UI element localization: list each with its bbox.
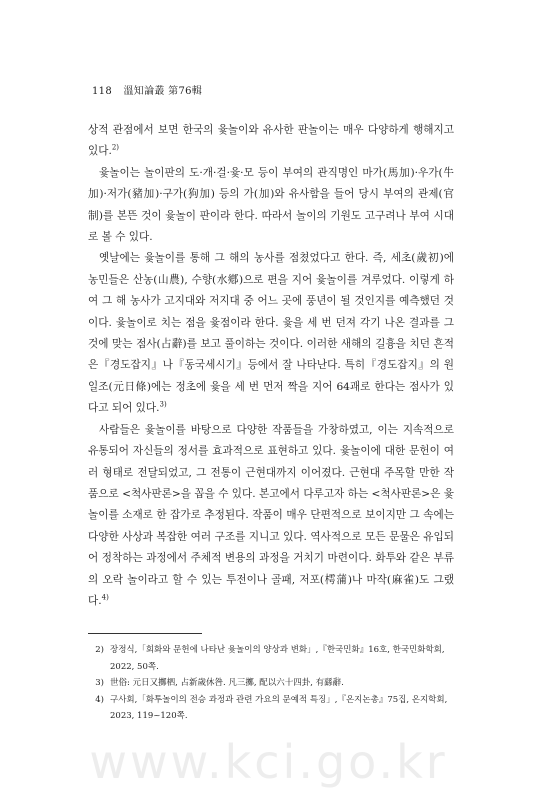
footnote	[88, 642, 454, 675]
paragraph: 윷놀이는 놀이판의 도·개·걸·윷·모 등이 부여의 관직명인 마가(馬加)·우가(牛加)·저가(豬加)·구가(狗加) 등의 가(加)와 유사함을 들어 당시 부여의 관제(官制)를 본뜬 것이 윷놀이 판이라 한다. 따라서 놀이의 기원도 고구려나 부여 시대로 볼 수 있다.	[88, 166, 454, 244]
footnote-ref[interactable]: 2)	[111, 143, 120, 152]
footnote-divider	[88, 633, 202, 634]
paragraph: 상적 관점에서 보면 한국의 윷놀이와 유사한 판놀이는 매우 다양하게 행해지고 있다.$^{2)}$	[88, 124, 454, 158]
footnote-text: 구사회,「화투놀이의 전승 과정과 관련 가요의 문예적 특징」,『온지논총』75집, 온지학회, 2023, 119~120쪽.	[110, 694, 448, 721]
paragraph: 옛날에는 윷놀이를 통해 그 해의 농사를 점쳤었다고 한다. 즉, 세초(歲初)에 농민들은 산농(山農), 수향(水鄕)으로 편을 지어 윷놀이를 겨루었다. 이렇게 하여 그 해 농사가 고지대와 저지대 중 어느 곳에 풍년이 될 것인지를 예측했던 것이다. 윷놀이로 치는 점을 윷점이라 한다. 윷을 세 번 던져 각기 나온 결과를 그것에 맞는 점사(占辭)를 보고 풀이하는 것이다. 이러한 새해의 길흉을 치던 흔적은『경도잡지』나『동국세시기』등에서 잘 나타난다. 특히『경도잡지』의 원일조(元日條)에는 정초에 윷을 세 번 먼저 짝을 지어 64괘로 한다는 점사가 있다고 되어 있다.$^{3)}$	[88, 252, 454, 415]
body-text	[88, 120, 454, 612]
footnote-ref[interactable]: 4)	[101, 593, 109, 602]
footnote-ref[interactable]: 3)	[159, 400, 167, 409]
footnote-text: 장정식,「회화와 문헌에 나타난 윷놀이의 양상과 변화」,『한국민화』16호, 한국민화학회, 2022, 50쪽.	[110, 645, 445, 672]
footnotes	[88, 642, 454, 725]
footnote-number: 2)	[95, 645, 104, 655]
footnote-number: 3)	[95, 678, 104, 688]
page-number: 118	[92, 86, 112, 97]
journal-title: 溫知論叢 第76輯	[123, 86, 203, 97]
watermark: www.kci.go.kr	[89, 735, 448, 789]
paragraph: 사람들은 윷놀이를 바탕으로 다양한 작품들을 가창하였고, 이는 지속적으로 유통되어 자신들의 정서를 효과적으로 표현하고 있다. 윷놀이에 대한 문헌이 여러 형태로 전달되었고, 그 전통이 근현대까지 이어졌다. 근현대 주목할 만한 작품으로 <척사판론>을 꼽을 수 있다. 본고에서 다루고자 하는 <척사판론>은 윷놀이를 소재로 한 잡가로 추정된다. 작품이 매우 단편적으로 보이지만 그 속에는 다양한 사상과 복잡한 여러 구조를 지니고 있다. 역사적으로 모든 문물은 유입되어 정착하는 과정에서 주체적 변용의 과정을 거치기 마련이다. 화투와 같은 부류의 오락 놀이라고 할 수 있는 투전이나 골패, 저포(樗蒲)나 마작(麻雀)도 그랬다.$^{4)}$	[88, 423, 454, 607]
running-header	[92, 82, 202, 97]
footnote-number: 4)	[95, 694, 104, 705]
footnote	[88, 692, 454, 725]
footnote	[88, 675, 454, 692]
footnote-text: 世俗: 元日又擲柶, 占新歲休咎. 凡三擲, 配以六十四卦, 有繇辭.	[110, 678, 344, 688]
